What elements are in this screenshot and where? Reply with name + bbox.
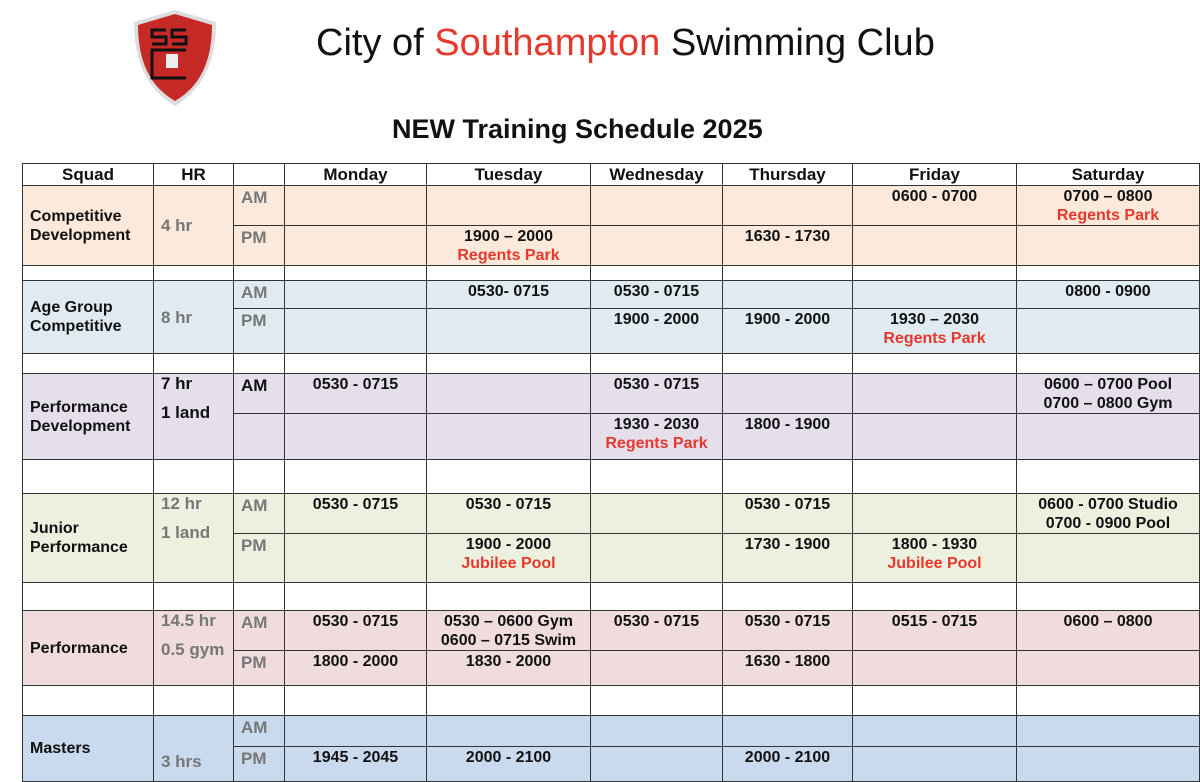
- session-cell: [285, 747, 427, 782]
- session-cell: [591, 716, 723, 747]
- session-cell: [853, 747, 1017, 782]
- session-cell: [853, 611, 1017, 651]
- session-time: 0600 - 0700: [891, 188, 978, 205]
- empty-cell: [723, 266, 853, 281]
- session-time: 0530 - 0715: [312, 613, 399, 630]
- session-time: 1900 – 2000: [464, 228, 553, 245]
- hours-value: 7 hr: [161, 374, 193, 393]
- spacer-row: [23, 266, 1200, 281]
- session-time: 1900 - 2000: [613, 311, 700, 328]
- session-cell: [1017, 309, 1200, 354]
- schedule-row-am: [23, 281, 1200, 309]
- column-header: Squad: [23, 164, 154, 186]
- hours-value: 12 hr: [161, 494, 202, 513]
- empty-cell: [285, 686, 427, 716]
- session-time: 0800 - 0900: [1065, 283, 1151, 300]
- empty-cell: [1017, 354, 1200, 374]
- session-cell: [285, 309, 427, 354]
- empty-cell: [285, 266, 427, 281]
- session-time: 1945 - 2045: [312, 749, 399, 766]
- session-cell: [723, 309, 853, 354]
- session-cell: [1017, 611, 1200, 651]
- squad-name: Competitive Development: [23, 186, 154, 266]
- session-cell: [285, 611, 427, 651]
- schedule-row-am: [23, 186, 1200, 226]
- session-time: 0530 – 0600 Gym: [444, 613, 573, 630]
- session-cell: [723, 186, 853, 226]
- session-cell: [591, 534, 723, 583]
- column-header: Wednesday: [591, 164, 723, 186]
- session-cell: [1017, 186, 1200, 226]
- empty-cell: [853, 686, 1017, 716]
- session-time: 1800 - 1900: [744, 416, 831, 433]
- session-time: 0600 – 0700 Pool: [1043, 376, 1173, 393]
- session-label: PM: [234, 226, 285, 266]
- session-time: 0515 - 0715: [891, 613, 978, 630]
- session-cell: [427, 309, 591, 354]
- session-label: PM: [234, 534, 285, 583]
- session-cell: [285, 414, 427, 460]
- session-time: 2000 - 2100: [744, 749, 831, 766]
- session-cell: [427, 226, 591, 266]
- schedule-row-am: [23, 374, 1200, 414]
- schedule-row-am: [23, 611, 1200, 651]
- session-label: AM: [234, 186, 285, 226]
- session-time: 0700 – 0800 Gym: [1043, 395, 1173, 412]
- empty-cell: [23, 583, 154, 611]
- training-schedule-table: [22, 163, 1200, 782]
- session-cell: [853, 186, 1017, 226]
- session-location: Jubilee Pool: [461, 555, 556, 572]
- empty-cell: [591, 460, 723, 494]
- session-cell: [591, 374, 723, 414]
- session-cell: [723, 374, 853, 414]
- session-cell: [723, 651, 853, 686]
- session-cell: [427, 374, 591, 414]
- session-cell: [853, 281, 1017, 309]
- empty-cell: [1017, 583, 1200, 611]
- empty-cell: [154, 266, 234, 281]
- session-location: Regents Park: [457, 247, 560, 264]
- squad-name: Junior Performance: [23, 494, 154, 583]
- session-cell: [853, 374, 1017, 414]
- session-time: 0530 - 0715: [744, 613, 831, 630]
- session-time: 1730 - 1900: [744, 536, 831, 553]
- session-cell: [1017, 494, 1200, 534]
- hours-value: 8 hr: [161, 307, 193, 327]
- session-cell: [285, 716, 427, 747]
- squad-hours: [154, 186, 234, 266]
- session-cell: [723, 226, 853, 266]
- session-time: 1630 - 1730: [744, 228, 831, 245]
- empty-cell: [591, 583, 723, 611]
- squad-name: Performance Development: [23, 374, 154, 460]
- session-label: AM: [234, 494, 285, 534]
- session-cell: [853, 716, 1017, 747]
- column-header: Saturday: [1017, 164, 1200, 186]
- session-cell: [1017, 374, 1200, 414]
- session-cell: [427, 651, 591, 686]
- session-cell: [853, 494, 1017, 534]
- session-cell: [1017, 747, 1200, 782]
- empty-cell: [23, 686, 154, 716]
- empty-cell: [427, 460, 591, 494]
- column-header: Monday: [285, 164, 427, 186]
- schedule-row-am: [23, 494, 1200, 534]
- empty-cell: [234, 354, 285, 374]
- column-header: Friday: [853, 164, 1017, 186]
- land-hours: 1 land: [161, 523, 211, 542]
- session-cell: [427, 747, 591, 782]
- spacer-row: [23, 583, 1200, 611]
- column-header: Tuesday: [427, 164, 591, 186]
- empty-cell: [591, 686, 723, 716]
- session-label: AM: [234, 716, 285, 747]
- session-label: AM: [234, 611, 285, 651]
- empty-cell: [234, 686, 285, 716]
- squad-hours: [154, 611, 234, 686]
- session-time: 1830 - 2000: [465, 653, 552, 670]
- hours-value: 3 hrs: [161, 752, 202, 771]
- session-label: PM: [234, 651, 285, 686]
- session-cell: [591, 309, 723, 354]
- session-cell: [591, 611, 723, 651]
- session-cell: [1017, 534, 1200, 583]
- session-cell: [427, 716, 591, 747]
- session-location: Regents Park: [1056, 207, 1160, 224]
- land-hours: 0.5 gym: [161, 640, 225, 659]
- session-cell: [723, 534, 853, 583]
- session-cell: [723, 494, 853, 534]
- session-time: 1900 - 2000: [744, 311, 831, 328]
- session-time: 0600 - 0700 Studio: [1038, 496, 1178, 513]
- spacer-row: [23, 460, 1200, 494]
- session-cell: [723, 716, 853, 747]
- session-cell: [591, 226, 723, 266]
- session-label: AM: [234, 374, 285, 414]
- session-cell: [591, 414, 723, 460]
- column-header: Thursday: [723, 164, 853, 186]
- empty-cell: [591, 266, 723, 281]
- session-time: 2000 - 2100: [465, 749, 552, 766]
- session-cell: [1017, 716, 1200, 747]
- session-cell: [591, 747, 723, 782]
- empty-cell: [427, 266, 591, 281]
- session-time: 1900 - 2000: [465, 536, 552, 553]
- session-time: 0700 - 0900 Pool: [1045, 515, 1171, 532]
- session-time: 0530 - 0715: [613, 283, 700, 300]
- empty-cell: [234, 266, 285, 281]
- schedule-subtitle: NEW Training Schedule 2025: [392, 114, 763, 144]
- session-time: 0530 - 0715: [744, 496, 831, 513]
- empty-cell: [154, 583, 234, 611]
- squad-hours: [154, 494, 234, 583]
- session-location: Regents Park: [605, 435, 708, 452]
- session-cell: [427, 281, 591, 309]
- session-cell: [591, 651, 723, 686]
- session-location: Jubilee Pool: [887, 555, 982, 572]
- session-cell: [723, 747, 853, 782]
- squad-name: Masters: [23, 716, 154, 782]
- empty-cell: [853, 354, 1017, 374]
- empty-cell: [154, 460, 234, 494]
- session-cell: [853, 414, 1017, 460]
- empty-cell: [154, 354, 234, 374]
- empty-cell: [154, 686, 234, 716]
- column-header: HR: [154, 164, 234, 186]
- session-cell: [285, 374, 427, 414]
- session-label: AM: [234, 281, 285, 309]
- session-label: PM: [234, 309, 285, 354]
- empty-cell: [427, 354, 591, 374]
- land-hours: 1 land: [161, 403, 211, 422]
- empty-cell: [591, 354, 723, 374]
- session-cell: [853, 651, 1017, 686]
- empty-cell: [23, 354, 154, 374]
- spacer-row: [23, 686, 1200, 716]
- empty-cell: [1017, 266, 1200, 281]
- empty-cell: [1017, 686, 1200, 716]
- squad-name: Performance: [23, 611, 154, 686]
- empty-cell: [285, 354, 427, 374]
- column-header: [234, 164, 285, 186]
- empty-cell: [23, 266, 154, 281]
- club-logo: [130, 8, 220, 108]
- session-time: 1630 - 1800: [744, 653, 831, 670]
- empty-cell: [853, 460, 1017, 494]
- empty-cell: [285, 460, 427, 494]
- session-cell: [723, 281, 853, 309]
- spacer-row: [23, 354, 1200, 374]
- session-time: 1930 - 2030: [613, 416, 700, 433]
- empty-cell: [723, 460, 853, 494]
- session-cell: [1017, 414, 1200, 460]
- hours-value: 4 hr: [161, 216, 193, 235]
- session-cell: [285, 226, 427, 266]
- session-cell: [285, 651, 427, 686]
- hours-value: 14.5 hr: [161, 611, 216, 630]
- schedule-row-am: [23, 716, 1200, 747]
- session-time: 1800 - 1930: [891, 536, 978, 553]
- session-cell: [1017, 281, 1200, 309]
- session-location: Regents Park: [883, 330, 986, 347]
- session-cell: [1017, 651, 1200, 686]
- session-cell: [853, 309, 1017, 354]
- session-cell: [427, 414, 591, 460]
- squad-hours: [154, 281, 234, 354]
- empty-cell: [1017, 460, 1200, 494]
- empty-cell: [723, 686, 853, 716]
- session-time: 0600 – 0800: [1063, 613, 1153, 630]
- session-cell: [285, 281, 427, 309]
- session-cell: [427, 611, 591, 651]
- session-time: 0530 - 0715: [312, 496, 399, 513]
- empty-cell: [723, 583, 853, 611]
- empty-cell: [427, 686, 591, 716]
- empty-cell: [234, 460, 285, 494]
- session-cell: [427, 186, 591, 226]
- session-cell: [853, 226, 1017, 266]
- empty-cell: [23, 460, 154, 494]
- session-time: 0700 – 0800: [1063, 188, 1153, 205]
- squad-hours: [154, 716, 234, 782]
- session-cell: [285, 494, 427, 534]
- squad-hours: [154, 374, 234, 460]
- squad-name: Age Group Competitive: [23, 281, 154, 354]
- session-cell: [1017, 226, 1200, 266]
- page-title: City of Southampton Swimming Club: [316, 22, 935, 64]
- empty-cell: [285, 583, 427, 611]
- session-cell: [591, 281, 723, 309]
- session-cell: [853, 534, 1017, 583]
- empty-cell: [853, 583, 1017, 611]
- session-cell: [591, 186, 723, 226]
- session-time: 0530 - 0715: [312, 376, 399, 393]
- header-row: [23, 164, 1200, 186]
- session-time: 0530 - 0715: [613, 613, 700, 630]
- empty-cell: [853, 266, 1017, 281]
- session-time: 0530- 0715: [468, 283, 549, 300]
- session-label: [234, 414, 285, 460]
- empty-cell: [427, 583, 591, 611]
- session-cell: [591, 494, 723, 534]
- session-cell: [723, 414, 853, 460]
- session-time: 0530 - 0715: [613, 376, 700, 393]
- session-time: 0600 – 0715 Swim: [440, 632, 577, 649]
- session-cell: [427, 494, 591, 534]
- session-time: 0530 - 0715: [465, 496, 552, 513]
- session-cell: [285, 534, 427, 583]
- session-cell: [427, 534, 591, 583]
- session-time: 1800 - 2000: [312, 653, 399, 670]
- session-cell: [285, 186, 427, 226]
- session-time: 1930 – 2030: [890, 311, 979, 328]
- session-label: PM: [234, 747, 285, 782]
- session-cell: [723, 611, 853, 651]
- empty-cell: [234, 583, 285, 611]
- empty-cell: [723, 354, 853, 374]
